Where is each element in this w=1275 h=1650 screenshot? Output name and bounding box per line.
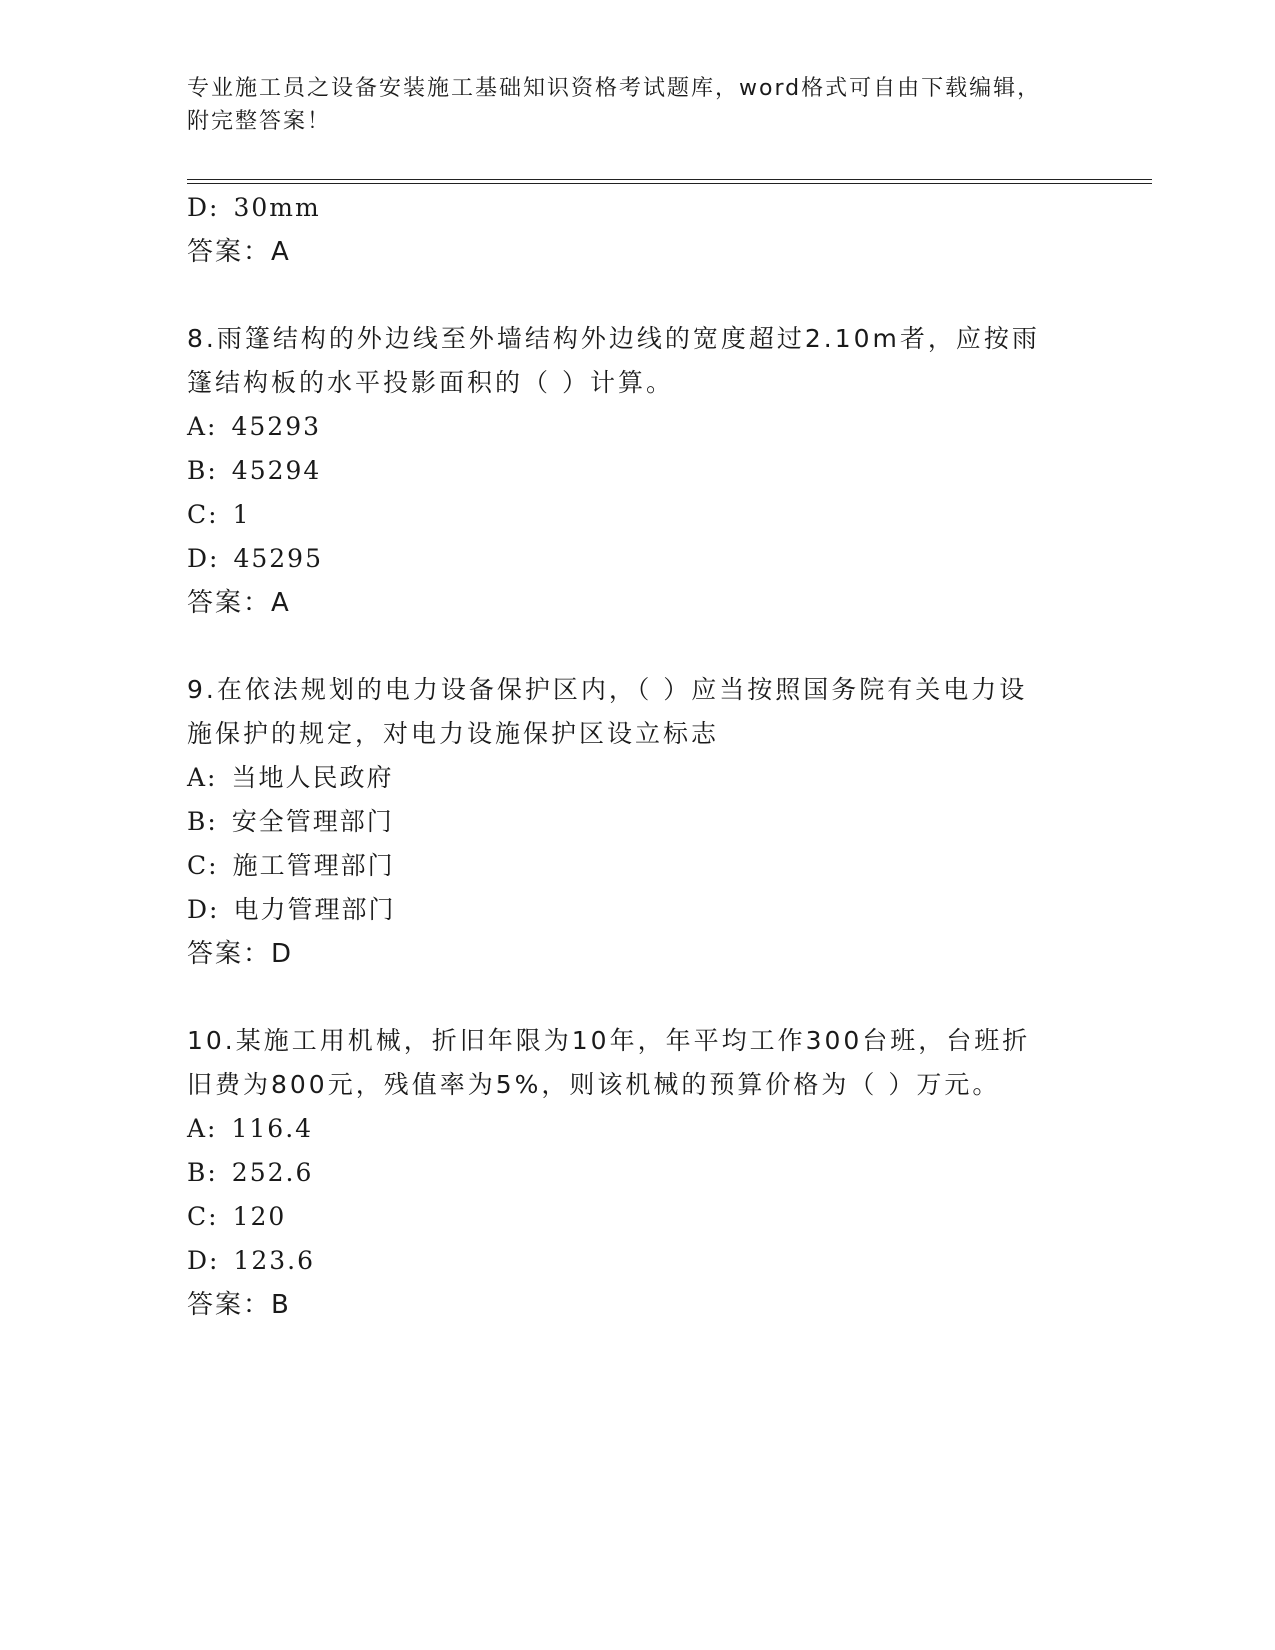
option-text: 施工管理部门	[232, 851, 395, 880]
question-9-option-c	[187, 850, 395, 882]
question-9-option-d	[187, 894, 395, 926]
option-letter: C:	[187, 1202, 219, 1231]
question-9-answer: 答案：D	[187, 939, 294, 969]
option-letter: D:	[187, 193, 220, 222]
question-8-answer: 答案：A	[187, 588, 291, 618]
header-divider-top	[187, 179, 1152, 180]
option-text: 安全管理部门	[231, 807, 394, 836]
question-9-line-2: 施保护的规定，对电力设施保护区设立标志	[187, 719, 720, 748]
option-text: 45295	[233, 544, 323, 573]
question-8-option-c	[187, 499, 250, 531]
option-letter: C:	[187, 851, 219, 880]
question-10-line-1: 10.某施工用机械，折旧年限为10年，年平均工作300台班，台班折	[187, 1026, 1031, 1055]
question-8-option-d	[187, 543, 323, 575]
option-text: 120	[232, 1202, 287, 1231]
option-letter: D:	[187, 895, 220, 924]
option-text: 当地人民政府	[231, 763, 394, 792]
option-text: 45294	[231, 456, 322, 485]
option-text: 116.4	[231, 1114, 314, 1143]
header-line-2: 附完整答案！	[187, 109, 332, 134]
option-text: 电力管理部门	[233, 895, 396, 924]
prev-option-d	[187, 192, 321, 224]
question-10-line-2: 旧费为800元，残值率为5%，则该机械的预算价格为（ ）万元。	[187, 1070, 1001, 1099]
option-letter: B:	[187, 456, 218, 485]
header-divider-bottom	[187, 183, 1152, 184]
question-10-option-c	[187, 1201, 286, 1233]
option-letter: B:	[187, 1158, 218, 1187]
question-8-line-2: 篷结构板的水平投影面积的（ ）计算。	[187, 368, 674, 397]
question-8-option-b	[187, 455, 321, 487]
question-8-line-1: 8.雨篷结构的外边线至外墙结构外边线的宽度超过2.10m者，应按雨	[187, 324, 1040, 353]
option-text: 45293	[231, 412, 322, 441]
question-10-option-d	[187, 1245, 315, 1277]
question-10-option-b	[187, 1157, 313, 1189]
option-text: 1	[232, 500, 251, 529]
question-9-option-b	[187, 806, 394, 838]
question-10-answer: 答案：B	[187, 1290, 291, 1320]
document-header	[187, 72, 1067, 138]
question-9-line-1: 9.在依法规划的电力设备保护区内，（ ）应当按照国务院有关电力设	[187, 675, 1028, 704]
prev-answer: 答案：A	[187, 237, 291, 267]
option-letter: C:	[187, 500, 219, 529]
question-9-option-a	[187, 762, 394, 794]
option-letter: D:	[187, 544, 220, 573]
header-line-1: 专业施工员之设备安装施工基础知识资格考试题库，word格式可自由下载编辑，	[187, 76, 1042, 101]
option-letter: A:	[187, 1114, 218, 1143]
question-10-option-a	[187, 1113, 313, 1145]
option-text: 252.6	[231, 1158, 314, 1187]
question-8-option-a	[187, 411, 321, 443]
option-letter: D:	[187, 1246, 220, 1275]
option-letter: B:	[187, 807, 218, 836]
option-letter: A:	[187, 763, 218, 792]
option-text: 30mm	[233, 193, 321, 222]
option-letter: A:	[187, 412, 218, 441]
option-text: 123.6	[233, 1246, 316, 1275]
